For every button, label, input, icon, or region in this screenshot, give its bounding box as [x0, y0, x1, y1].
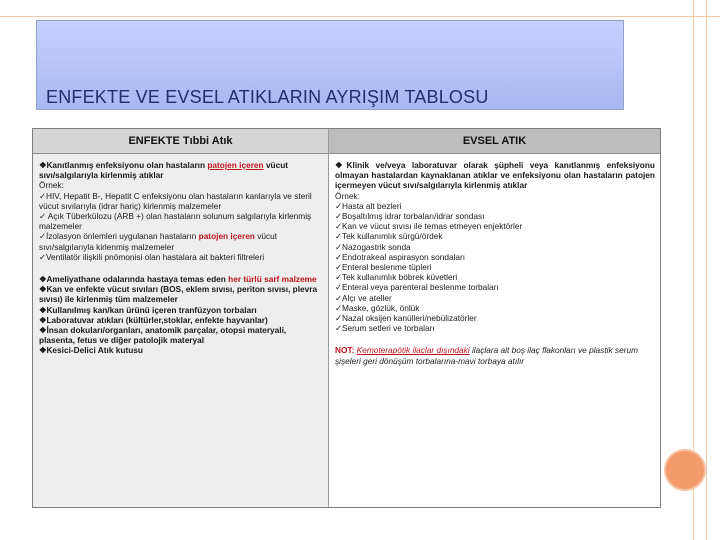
infectious-intro-b: vücut sıvı/salgılarıyla kirlenmiş atıklar [39, 160, 289, 181]
household-item: ✓Nazogastrik sonda [335, 241, 411, 252]
infectious-example-1: ✓HIV, Hepatit B-, Hepatit C enfeksiyonu olan hastaların kanlarıyla ve steril vücut sıvılarıyla (idrar hariç) kirlenmiş malzemeler [39, 190, 312, 211]
household-item: ✓Tek kullanımlık sürgü/ördek [335, 231, 443, 242]
household-column [329, 129, 660, 507]
title-banner [36, 20, 624, 110]
household-item: ✓Boşaltılmış idrar torbaları/idrar sondası [335, 211, 485, 222]
infectious-body [33, 154, 328, 356]
infectious-example-4: ✓Ventilatör ilişkili pnömonisi olan hastalara ait bakteri filtreleri [39, 251, 265, 262]
decorative-top-line [0, 0, 720, 17]
infectious-bullet-4: ❖Laboratuvar atıkları (kültürler,stoklar, enfekte hayvanlar) [39, 314, 268, 325]
household-item: ✓Tek kullanımlık böbrek küvetleri [335, 272, 458, 283]
infectious-bullet-2: ❖Kan ve enfekte vücut sıvıları (BOS, eklem sıvısı, periton sıvısı, plevra sıvısı) ile kirlenmiş tüm malzemeler [39, 284, 318, 305]
infectious-bullet-5: ❖İnsan dokuları/organları, anatomik parçalar, otopsi materyali, plasenta, fetus ve diğer patolojik materyal [39, 325, 287, 346]
household-item: ✓Maske, gözlük, önlük [335, 302, 420, 313]
infectious-header: ENFEKTE Tıbbi Atık [33, 129, 328, 154]
household-item: ✓Hasta alt bezleri [335, 200, 402, 211]
note-underlined: Kemoterapötik ilaçlar dışındaki [356, 345, 470, 356]
infectious-column [33, 129, 329, 507]
household-item: ✓Kan ve vücut sıvısı ile temas etmeyen enjektörler [335, 221, 523, 232]
infectious-bullet-1 [39, 274, 323, 284]
infectious-bullet-6: ❖Kesici-Delici Atık kutusu [39, 345, 143, 356]
infectious-bullet-1-a: ❖Ameliyathane odalarında hastaya temas eden [39, 274, 226, 285]
note-label: NOT: [335, 345, 355, 356]
decorative-right-line-2 [706, 0, 707, 540]
infectious-example-3-a: ✓İzolasyon önlemleri uygulanan hastaların [39, 231, 197, 242]
note-text: ilaçlara ait boş ilaç flakonları ve plastik serum şişeleri geri dönüşüm torbalarına-mavi torbaya atılır [335, 345, 638, 366]
household-item: ✓Nazal oksijen kanülleri/nebülizatörler [335, 313, 477, 324]
infectious-bullet-3: ❖Kullanılmış kan/kan ürünü içeren tranfüzyon torbaları [39, 304, 257, 315]
household-item: ✓Alçı ve ateller [335, 292, 392, 303]
infectious-example-2: ✓ Açık Tüberkülozu (ARB +) olan hastaların solunum salgılarıyla kirlenmiş malzemeler [39, 211, 312, 232]
household-item: ✓Serum setleri ve torbaları [335, 323, 435, 334]
waste-table [32, 128, 661, 508]
household-item: ✓Endotrakeal aspirasyon sondaları [335, 251, 466, 262]
infectious-example-3-red: patojen içeren [198, 231, 255, 242]
infectious-example-3-b: vücut sıvı/salgılarıyla kirlenmiş malzemeler [39, 231, 278, 252]
decorative-circle [664, 449, 706, 491]
infectious-intro-a: ❖Kanıtlanmış enfeksiyonu olan hastaların [39, 160, 206, 170]
infectious-bullet-1-red: her türlü sarf malzeme [228, 274, 317, 285]
household-header: EVSEL ATIK [329, 129, 660, 154]
household-definition: ❖Klinik ve/veya laboratuvar olarak şüpheli veya kanıtlanmış enfeksiyonu olmayan hastalardan kaynaklanan atıklar ve enfeksiyonu olan hastaların patojen içermeyen vücut sıvı/salgılarıyla kirlenmiş atıklar [335, 160, 655, 191]
infectious-example-label: Örnek: [39, 180, 64, 191]
infectious-intro-red: patojen içeren [207, 160, 264, 170]
household-item: ✓Enteral veya parenteral beslenme torbaları [335, 282, 499, 293]
infectious-definition [39, 160, 323, 180]
infectious-example-3 [39, 231, 323, 251]
household-item: ✓Enteral beslenme tüpleri [335, 262, 432, 273]
page-title: ENFEKTE VE EVSEL ATIKLARIN AYRIŞIM TABLOSU [46, 87, 489, 107]
household-body [329, 154, 660, 366]
household-example-label: Örnek: [335, 190, 360, 201]
household-note [335, 345, 655, 365]
